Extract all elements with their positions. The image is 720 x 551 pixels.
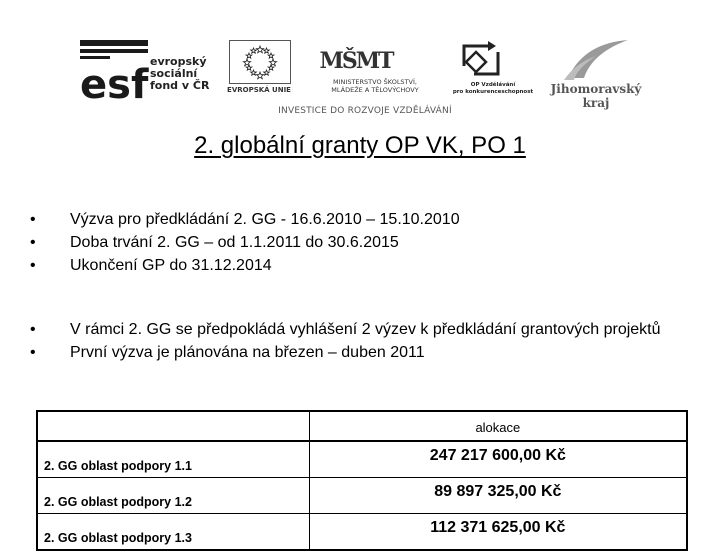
jmk-swoosh-icon [562, 38, 632, 82]
list-item-text: Ukončení GP do 31.12.2014 [70, 257, 272, 274]
list-item [30, 233, 680, 252]
esf-logo [80, 40, 215, 108]
jmk-caption: Jihomoravský kraj [550, 82, 642, 110]
esf-mark-text: esf [80, 62, 149, 108]
bullet-dot-icon: • [30, 321, 36, 338]
allocation-table [36, 410, 688, 551]
eu-caption: EVROPSKÁ UNIE [227, 86, 291, 94]
investice-caption: INVESTICE DO ROZVOJE VZDĚLÁVÁNÍ [278, 106, 452, 116]
table-row [37, 514, 687, 551]
list-item [30, 343, 680, 362]
table-cell-area: 2. GG oblast podpory 1.1 [37, 441, 309, 478]
logo-banner [80, 38, 650, 122]
list-item [30, 320, 680, 339]
table-cell-area: 2. GG oblast podpory 1.3 [37, 514, 309, 551]
opvk-caption: OP Vzdělávání pro konkurenceschopnost [452, 82, 534, 95]
table-row [37, 478, 687, 514]
table-cell-amount: 112 371 625,00 Kč [309, 514, 687, 551]
bullet-dot-icon: • [30, 211, 36, 228]
list-item [30, 210, 680, 229]
msmt-mark-icon [319, 38, 393, 78]
table-cell-area: 2. GG oblast podpory 1.2 [37, 478, 309, 514]
list-item [30, 256, 680, 275]
table-row [37, 441, 687, 478]
bullet-dot-icon: • [30, 344, 36, 361]
opvk-mark-icon [456, 38, 506, 80]
eu-logo [223, 38, 295, 100]
msmt-logo [315, 38, 435, 100]
esf-caption: evropský sociální fond v ČR [150, 55, 210, 92]
eu-stars-icon [229, 40, 291, 84]
msmt-caption: MINISTERSTVO ŠKOLSTVÍ, MLÁDEŽE A TĚLOVÝCHOVY [331, 78, 419, 94]
list-item-text: První výzva je plánována na březen – duben 2011 [70, 344, 425, 361]
table-header-empty-cell [37, 411, 309, 441]
table-header-row [37, 411, 687, 441]
table-cell-amount: 247 217 600,00 Kč [309, 441, 687, 478]
msmt-mark-text: MŠMT [319, 48, 393, 74]
bullet-list-dates [30, 210, 680, 279]
list-item-text: V rámci 2. GG se předpokládá vyhlášení 2 výzev k předkládání grantových projektů [70, 321, 661, 338]
list-item-text: Výzva pro předkládání 2. GG - 16.6.2010 – 15.10.2010 [70, 211, 460, 228]
list-item-text: Doba trvání 2. GG – od 1.1.2011 do 30.6.2015 [70, 234, 399, 251]
bullet-dot-icon: • [30, 257, 36, 274]
bullet-list-calls [30, 320, 680, 366]
table-header-allocation: alokace [309, 411, 687, 441]
bullet-dot-icon: • [30, 234, 36, 251]
page-title: 2. globální granty OP VK, PO 1 [194, 132, 526, 159]
table-cell-amount: 89 897 325,00 Kč [309, 478, 687, 514]
esf-mark-icon [80, 40, 149, 108]
jmk-logo [540, 38, 652, 110]
opvk-logo [448, 38, 538, 100]
